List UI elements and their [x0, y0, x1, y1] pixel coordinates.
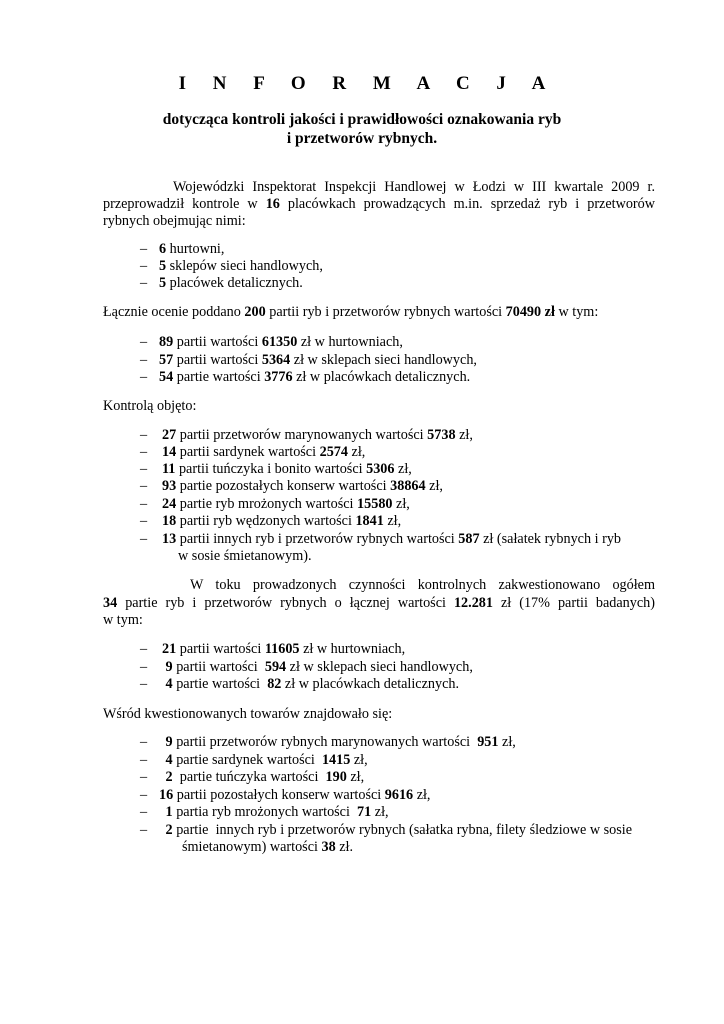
total-line: Łącznie ocenie poddano 200 partii ryb i przetworów rybnych wartości 70490 zł w tym:	[103, 304, 599, 320]
list-item: – 11 partii tuńczyka i bonito wartości 5306 zł,	[140, 461, 412, 477]
list-item: – 93 partie pozostałych konserw wartości 38864 zł,	[140, 478, 443, 494]
subtitle-line-2: i przetworów rybnych.	[286, 130, 438, 147]
list-item: – 89 partii wartości 61350 zł w hurtowniach,	[140, 334, 403, 350]
list-item: – 9 partii wartości 594 zł w sklepach sieci handlowych,	[140, 659, 473, 675]
list-item: – 1 partia ryb mrożonych wartości 71 zł,	[140, 804, 389, 820]
list-item: – 5 placówek detalicznych.	[140, 275, 303, 291]
intro-line-3: rybnych obejmując nimi:	[103, 213, 246, 229]
list-item: – 57 partii wartości 5364 zł w sklepach sieci handlowych,	[140, 352, 477, 368]
list-item: – 16 partii pozostałych konserw wartości 9616 zł,	[140, 787, 431, 803]
intro-line-2: przeprowadził kontrole w 16 placówkach prowadzących m.in. sprzedaż ryb i przetworów	[103, 196, 655, 212]
list-item: – 9 partii przetworów rybnych marynowanych wartości 951 zł,	[140, 734, 516, 750]
list-item: – 2 partie tuńczyka wartości 190 zł,	[140, 769, 365, 785]
scope-heading: Kontrolą objęto:	[103, 398, 197, 414]
list-item-continuation: w sosie śmietanowym).	[178, 548, 312, 564]
list-item: – 13 partii innych ryb i przetworów rybnych wartości 587 zł (sałatek rybnych i ryb	[140, 531, 622, 547]
list-item: – 2 partie innych ryb i przetworów rybnych (sałatka rybna, filety śledziowe w sosie	[140, 822, 633, 838]
list-item: – 4 partie wartości 82 zł w placówkach detalicznych.	[140, 676, 460, 692]
list-item: – 27 partii przetworów marynowanych wartości 5738 zł,	[140, 427, 473, 443]
list-item: – 21 partii wartości 11605 zł w hurtowniach,	[140, 641, 406, 657]
questioned-line-1: W toku prowadzonych czynności kontrolnych zakwestionowano ogółem	[190, 577, 655, 593]
page-title: I N F O R M A C J A	[178, 73, 557, 94]
questioned-line-3: w tym:	[103, 612, 143, 628]
list-item: – 6 hurtowni,	[140, 241, 225, 257]
subtitle-line-1: dotycząca kontroli jakości i prawidłowości oznakowania ryb	[162, 111, 562, 128]
list-item: – 4 partie sardynek wartości 1415 zł,	[140, 752, 368, 768]
goods-heading: Wśród kwestionowanych towarów znajdowało się:	[103, 706, 393, 722]
questioned-line-2: 34 partie ryb i przetworów rybnych o łącznej wartości 12.281 zł (17% partii badanych)	[103, 595, 655, 611]
list-item: – 5 sklepów sieci handlowych,	[140, 258, 323, 274]
list-item: – 54 partie wartości 3776 zł w placówkach detalicznych.	[140, 369, 471, 385]
intro-line-1: Wojewódzki Inspektorat Inspekcji Handlowej w Łodzi w III kwartale 2009 r.	[173, 179, 655, 195]
list-item: – 14 partii sardynek wartości 2574 zł,	[140, 444, 366, 460]
list-item-continuation: śmietanowym) wartości 38 zł.	[182, 839, 354, 855]
list-item: – 18 partii ryb wędzonych wartości 1841 zł,	[140, 513, 402, 529]
list-item: – 24 partie ryb mrożonych wartości 15580 zł,	[140, 496, 410, 512]
